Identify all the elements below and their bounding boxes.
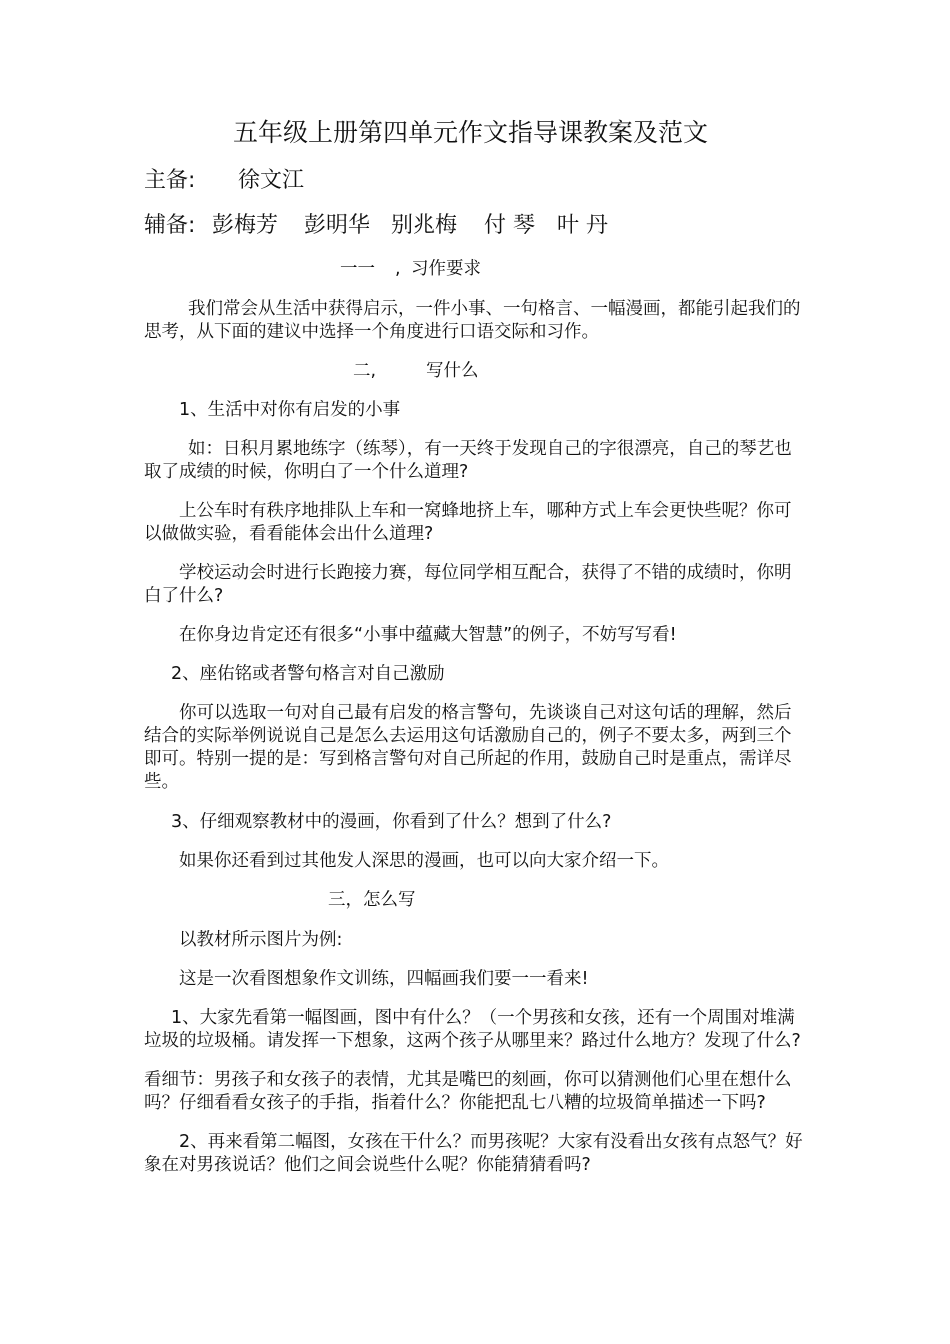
paragraph-line: 如：日积月累地练字（练琴），有一天终于发现自己的字很漂亮，自己的琴艺也 xyxy=(188,439,792,459)
paragraph-line: 如果你还看到过其他发人深思的漫画，也可以向大家介绍一下。 xyxy=(179,851,669,871)
section-1-heading: 习作要求 xyxy=(411,259,481,279)
fubei-name: 付 琴 xyxy=(484,213,535,238)
page-title: 五年级上册第四单元作文指导课教案及范文 xyxy=(233,118,709,147)
zhubei-label: 主备: xyxy=(144,168,196,193)
paragraph-line: 看细节：男孩子和女孩子的表情，尤其是嘴巴的刻画，你可以猜测他们心里在想什么 xyxy=(144,1070,792,1090)
paragraph-line: 在你身边肯定还有很多“小事中蕴藏大智慧”的例子，不妨写写看! xyxy=(179,625,677,645)
section-2-heading: 写什么 xyxy=(426,361,479,381)
list-item-heading: 1、生活中对你有启发的小事 xyxy=(179,400,401,420)
section-1-separator: , xyxy=(395,259,401,279)
fubei-name: 彭梅芳 xyxy=(212,213,279,238)
paragraph-line: 这是一次看图想象作文训练，四幅画我们要一一看来! xyxy=(179,969,589,989)
fubei-name: 叶 丹 xyxy=(557,213,608,238)
fubei-name: 彭明华 xyxy=(304,213,371,238)
paragraph-line: 象在对男孩说话？他们之间会说些什么呢？你能猜猜看吗? xyxy=(144,1155,591,1175)
paragraph-line: 垃圾的垃圾桶。请发挥一下想象，这两个孩子从哪里来？路过什么地方？发现了什么? xyxy=(144,1031,801,1051)
section-3-heading: 三，怎么写 xyxy=(328,890,416,910)
paragraph-line: 吗？仔细看看女孩子的手指，指着什么？你能把乱七八糟的垃圾简单描述一下吗? xyxy=(144,1093,766,1113)
paragraph-line: 1、大家先看第一幅图画，图中有什么？（一个男孩和女孩，还有一个周围对堆满 xyxy=(171,1008,795,1028)
paragraph-line: 以教材所示图片为例: xyxy=(179,930,343,950)
paragraph-line: 2、再来看第二幅图，女孩在干什么？而男孩呢？大家有没看出女孩有点怒气？好 xyxy=(179,1132,803,1152)
paragraph-line: 你可以选取一句对自己最有启发的格言警句，先谈谈自己对这句话的理解，然后 xyxy=(179,703,792,723)
paragraph-line: 取了成绩的时候，你明白了一个什么道理? xyxy=(144,462,469,482)
paragraph-line: 以做做实验，看看能体会出什么道理? xyxy=(144,524,434,544)
paragraph-line: 学校运动会时进行长跑接力赛，每位同学相互配合，获得了不错的成绩时，你明 xyxy=(179,563,792,583)
paragraph-line: 些。 xyxy=(144,772,179,792)
fubei-label: 辅备: xyxy=(144,213,196,238)
paragraph-line: 上公车时有秩序地排队上车和一窝蜂地挤上车，哪种方式上车会更快些呢？你可 xyxy=(179,501,792,521)
paragraph-line: 思考，从下面的建议中选择一个角度进行口语交际和习作。 xyxy=(144,322,599,342)
list-item-heading: 3、仔细观察教材中的漫画，你看到了什么？想到了什么? xyxy=(171,812,612,832)
paragraph-line: 即可。特别一提的是：写到格言警句对自己所起的作用，鼓励自己时是重点，需详尽 xyxy=(144,749,792,769)
section-1-number: 一一 xyxy=(340,259,375,279)
paragraph-line: 我们常会从生活中获得启示，一件小事、一句格言、一幅漫画，都能引起我们的 xyxy=(188,299,801,319)
paragraph-line: 结合的实际举例说说自己是怎么去运用这句话激励自己的，例子不要太多，两到三个 xyxy=(144,726,792,746)
zhubei-name: 徐文江 xyxy=(238,168,305,193)
paragraph-line: 白了什么? xyxy=(144,586,224,606)
fubei-name: 别兆梅 xyxy=(391,213,458,238)
list-item-heading: 2、座佑铭或者警句格言对自己激励 xyxy=(171,664,445,684)
section-2-number: 二, xyxy=(353,361,377,381)
